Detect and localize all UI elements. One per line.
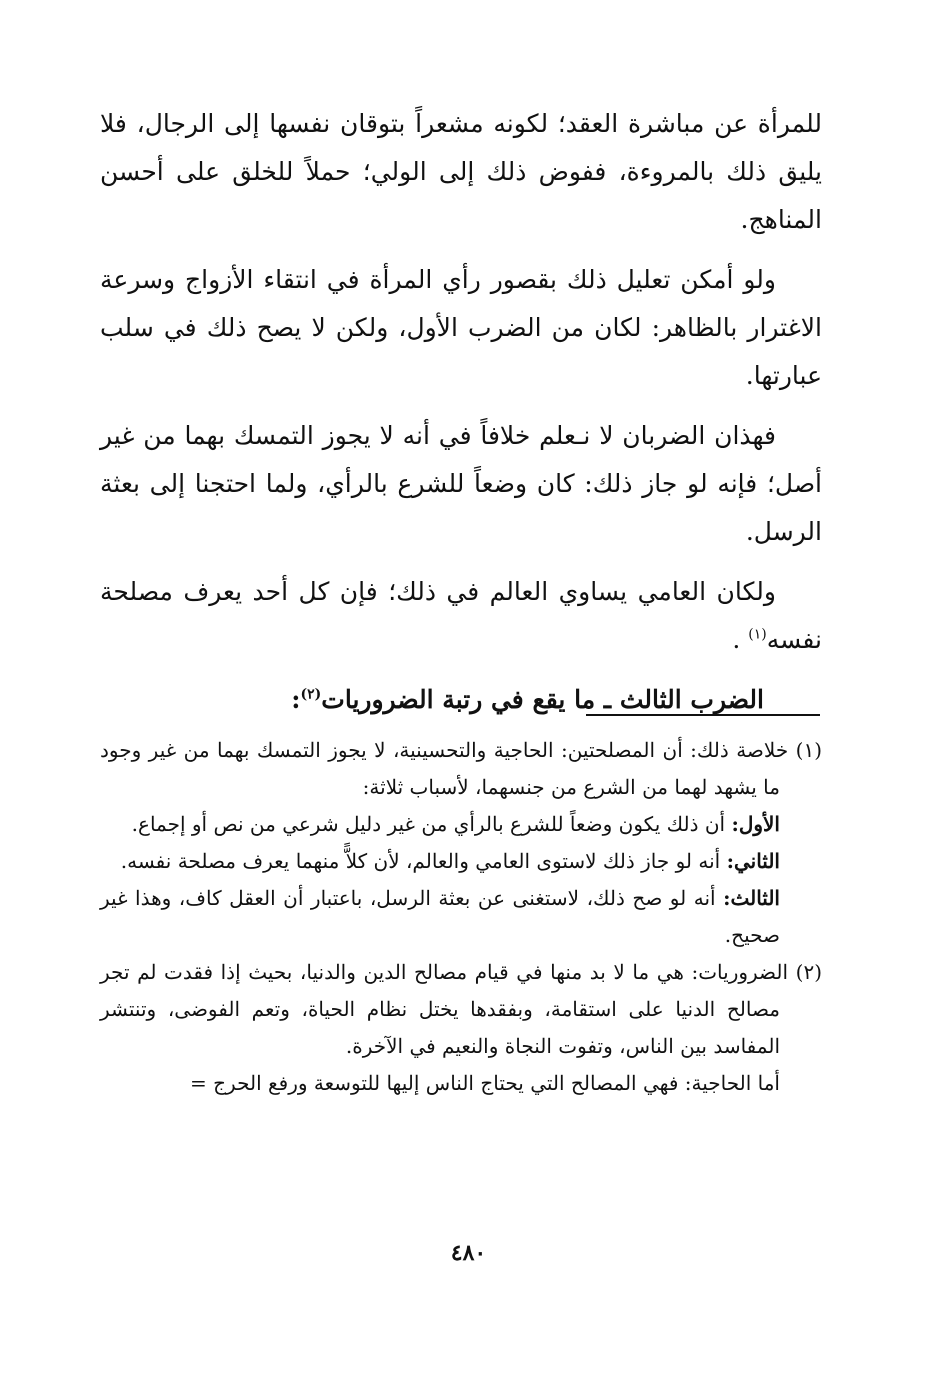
first-label: الأول:	[731, 812, 780, 836]
footnotes	[100, 732, 822, 1102]
paragraph-1: للمرأة عن مباشرة العقد؛ لكونه مشعراً بتوقان نفسها إلى الرجال، فلا يليق ذلك بالمروءة، ففوض ذلك إلى الولي؛ حملاً للخلق على أحسن المناهج.	[100, 109, 822, 234]
paragraph-2: ولو أمكن تعليل ذلك بقصور رأي المرأة في انتقاء الأزواج وسرعة الاغترار بالظاهر: لكان من الضرب الأول، ولكن لا يصح ذلك في سلب عبارتها.	[100, 265, 822, 390]
section-heading	[100, 676, 822, 724]
paragraph-4	[100, 568, 822, 664]
paragraph-3: فهذان الضربان لا نـعلم خلافاً في أنه لا يجوز التمسك بهما من غير أصل؛ فإنه لو جاز ذلك: كان وضعاً للشرع بالرأي، ولما احتجنا إلى بعثة الرسل.	[100, 421, 822, 546]
second-text: أنه لو جاز ذلك لاستوى العامي والعالم، لأن كلاًّ منهما يعرف مصلحة نفسه.	[120, 849, 727, 873]
first-text: أن ذلك يكون وضعاً للشرع بالرأي من غير دليل شرعي من نص أو إجماع.	[131, 812, 732, 836]
footnote-2	[100, 954, 822, 1065]
footnote-2-label: (٢)	[795, 960, 822, 984]
footnote-1-label: (١)	[795, 738, 822, 762]
footnote-1	[100, 732, 822, 806]
main-text	[100, 100, 822, 736]
heading-end: :	[291, 685, 301, 714]
footnote-1-text: خلاصة ذلك: أن المصلحتين: الحاجية والتحسينية، لا يجوز التمسك بهما من غير وجود ما يشهد لهما من الشرع من جنسهما، لأسباب ثلاثة:	[100, 738, 796, 799]
footnote-ref-2: (٢)	[300, 686, 322, 703]
footnote-1-third	[100, 880, 822, 954]
page-number: ٤٨٠	[450, 1240, 487, 1266]
heading-bold: الضرب الثالث ـ	[603, 685, 764, 714]
paragraph-4-text: ولكان العامي يساوي العالم في ذلك؛ فإن كل أحد يعرف مصلحة نفسه	[100, 577, 822, 654]
paragraph-4-end: .	[732, 625, 741, 654]
third-text: أنه لو صح ذلك، لاستغنى عن بعثة الرسل، باعتبار أن العقل كاف، وهذا غير صحيح.	[100, 886, 780, 947]
heading-rest: ما يقع في رتبة الضروريات	[321, 685, 604, 714]
second-label: الثاني:	[726, 849, 780, 873]
footnote-ref-1: (١)	[748, 626, 767, 643]
footnote-2-continued: أما الحاجية: فهي المصالح التي يحتاج الناس إليها للتوسعة ورفع الحرج =	[190, 1071, 780, 1095]
footnote-2-text: الضروريات: هي ما لا بد منها في قيام مصالح الدين والدنيا، بحيث إذا فقدت لم تجر مصالح الدنيا على استقامة، وبفقدها يختل نظام الحياة، وتعم الفوضى، وتنتشر المفاسد بين الناس، وتفوت النجاة والنعيم في الآخرة.	[100, 960, 796, 1058]
footnote-separator	[586, 714, 820, 716]
footnote-1-first	[100, 806, 822, 843]
third-label: الثالث:	[723, 886, 780, 910]
footnote-1-second	[100, 843, 822, 880]
